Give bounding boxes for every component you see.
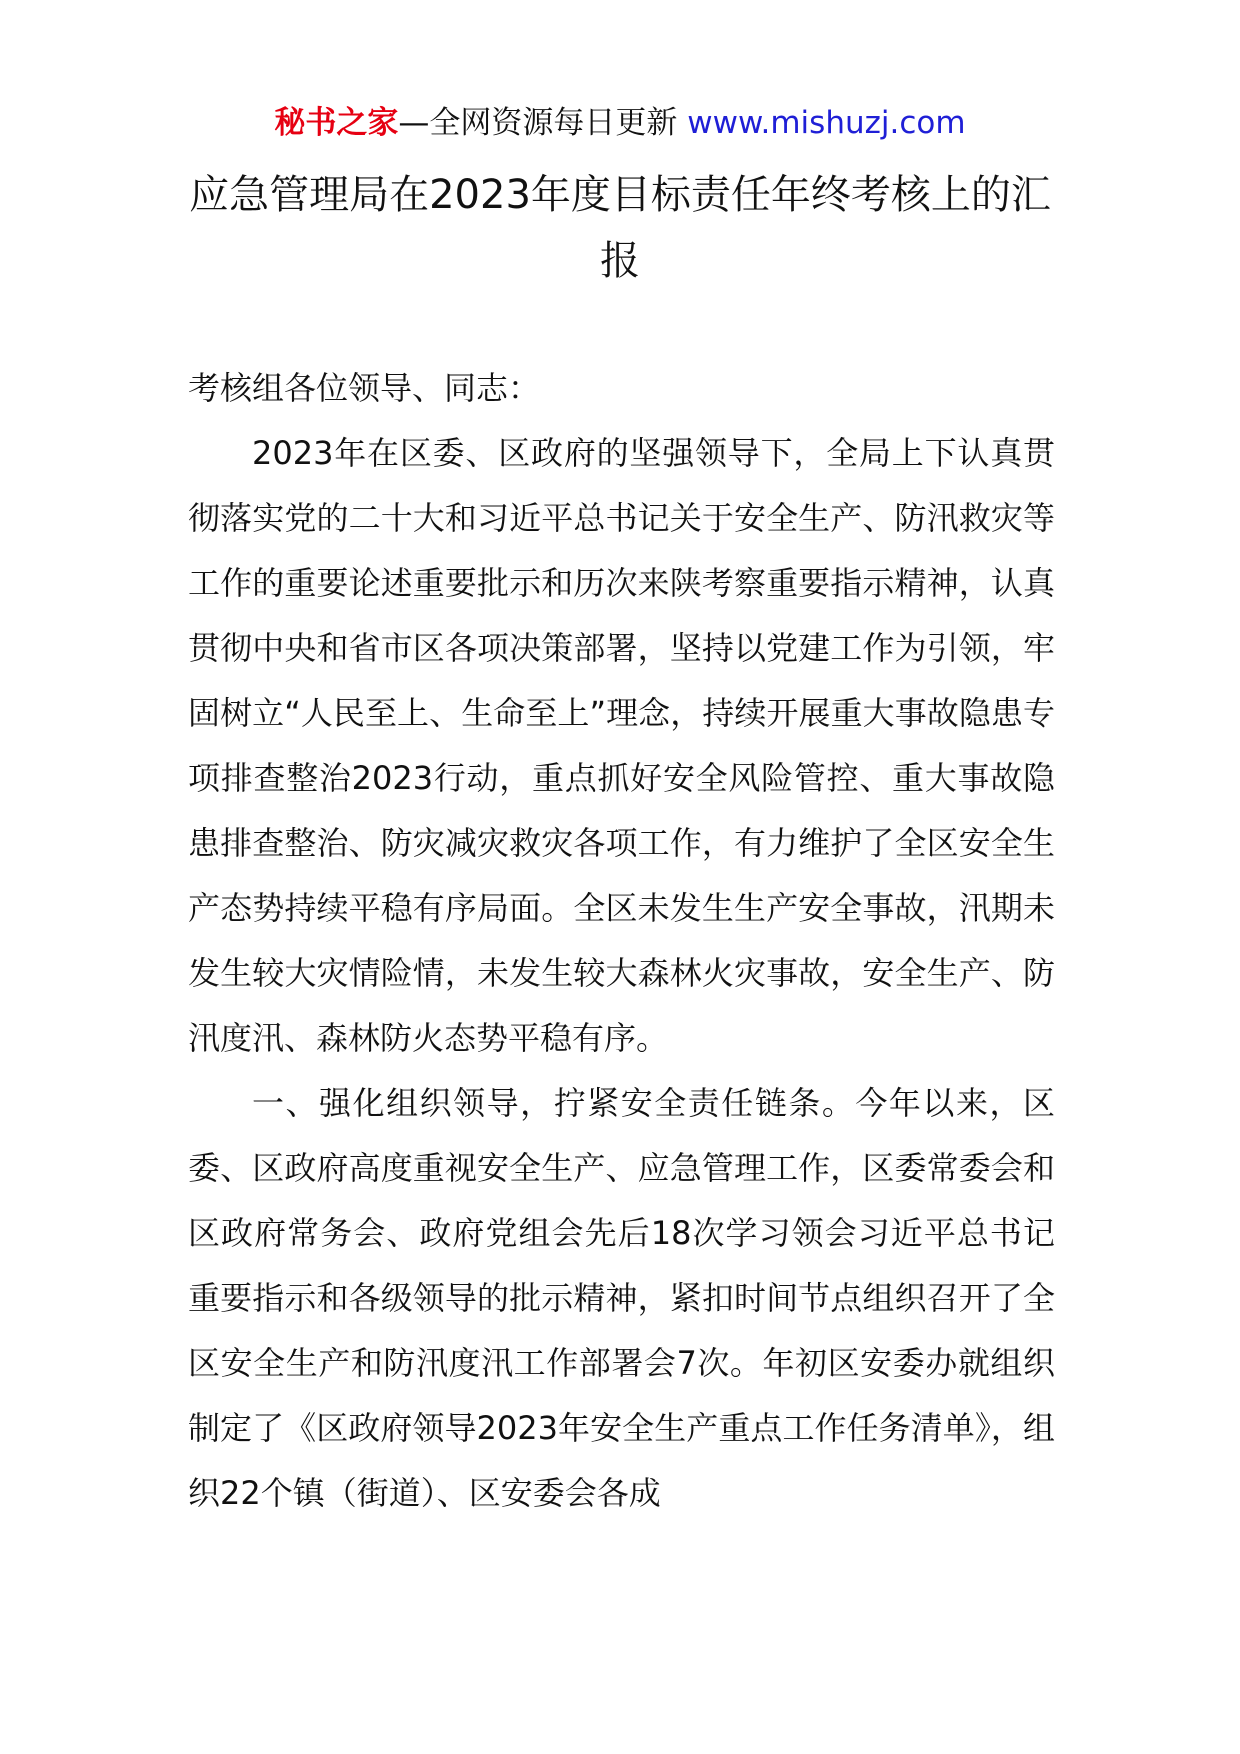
body-paragraph-1: 2023年在区委、区政府的坚强领导下，全局上下认真贯彻落实党的二十大和习近平总书记关于安全生产、防汛救灾等工作的重要论述重要批示和历次来陕考察重要指示精神，认真贯彻中央和省市区各项决策部署，坚持以党建工作为引领，牢固树立“人民至上、生命至上”理念，持续开展重大事故隐患专项排查整治2023行动，重点抓好安全风险管控、重大事故隐患排查整治、防灾减灾救灾各项工作，有力维护了全区安全生产态势持续平稳有序局面。全区未发生生产安全事故，汛期未发生较大灾情险情，未发生较大森林火灾事故，安全生产、防汛度汛、森林防火态势平稳有序。 [188, 434, 1055, 1057]
site-banner [0, 100, 1240, 146]
salutation: 考核组各位领导、同志： [188, 369, 541, 407]
banner-tagline: —全网资源每日更新 [398, 105, 688, 141]
document-body [188, 356, 1055, 1526]
document-title: 应急管理局在2023年度目标责任年终考核上的汇报 [189, 172, 1051, 284]
brand-name: 秘书之家 [274, 105, 399, 141]
site-url-link[interactable]: www.mishuzj.com [687, 105, 966, 141]
body-paragraph-2: 一、强化组织领导，拧紧安全责任链条。今年以来，区委、区政府高度重视安全生产、应急管理工作，区委常委会和区政府常务会、政府党组会先后18次学习领会习近平总书记重要指示和各级领导的批示精神，紧扣时间节点组织召开了全区安全生产和防汛度汛工作部署会7次。年初区安委办就组织制定了《区政府领导2023年安全生产重点工作任务清单》，组织22个镇（街道）、区安委会各成 [188, 1084, 1055, 1512]
